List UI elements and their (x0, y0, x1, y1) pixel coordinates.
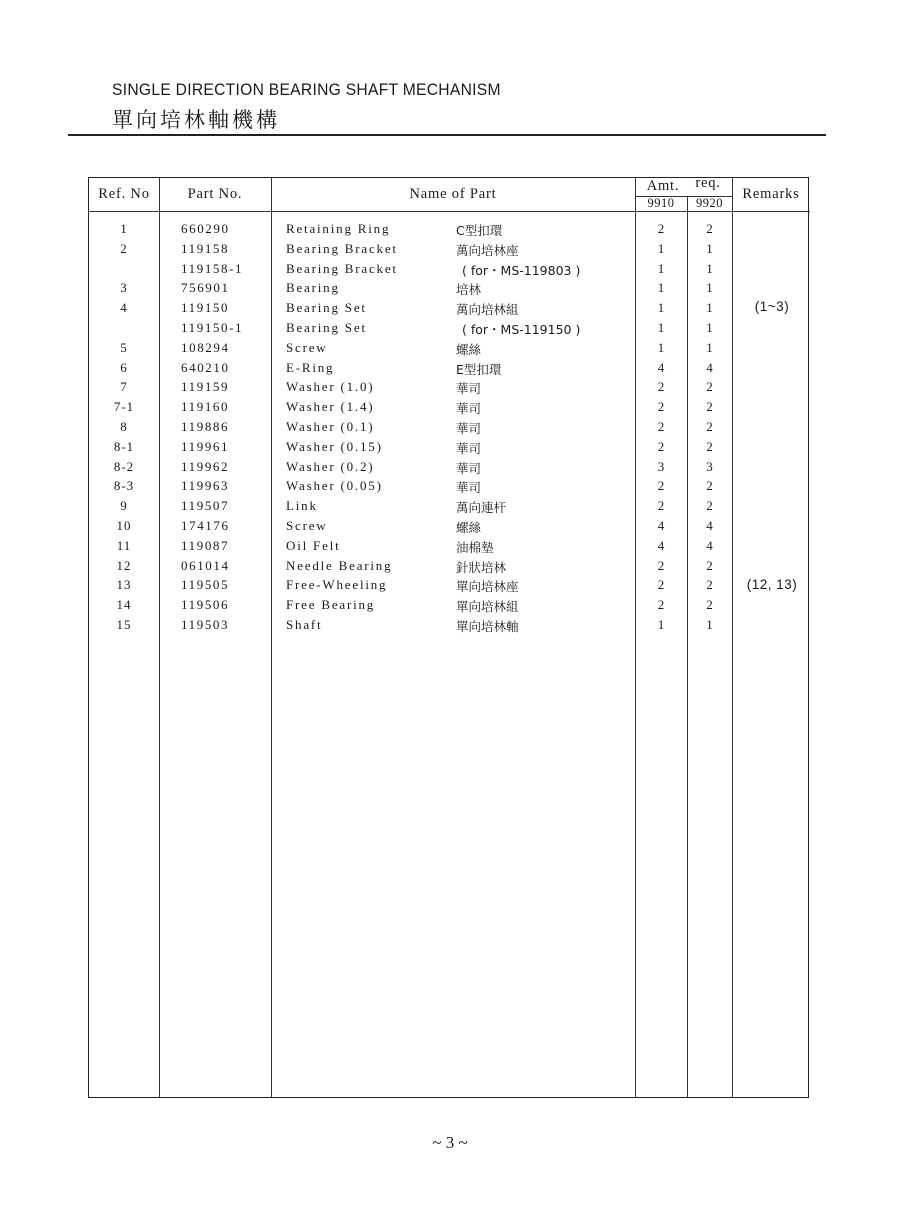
qty-9920: 1 (706, 300, 713, 316)
qty-9920: 2 (706, 557, 713, 573)
table-row (89, 300, 810, 320)
part-name: E-Ring (286, 359, 335, 375)
page-title-chinese: 單向培林軸機構 (112, 108, 280, 132)
table-row (89, 439, 810, 459)
qty-9910: 3 (657, 458, 665, 474)
qty-9910: 2 (657, 399, 665, 415)
table-row (89, 518, 810, 538)
ref-number: 8-3 (113, 478, 135, 494)
qty-9920: 4 (706, 518, 713, 533)
part-name-chinese: 萬向培林組 (456, 302, 519, 318)
table-row (89, 360, 810, 380)
header-divider (89, 211, 810, 212)
table-row (89, 597, 810, 617)
part-name: Oil Felt (286, 537, 341, 553)
part-number: 119158-1 (181, 260, 244, 276)
title-divider (68, 134, 826, 136)
qty-9920: 4 (706, 359, 713, 375)
part-number: 174176 (181, 518, 230, 533)
qty-9910: 2 (657, 557, 665, 573)
table-row (89, 280, 810, 300)
header-name-of-part: Name of Part (409, 186, 497, 202)
part-number: 756901 (181, 280, 230, 296)
qty-9920: 1 (706, 240, 713, 256)
table-row (89, 241, 810, 261)
table-row (89, 577, 810, 597)
qty-9920: 2 (706, 419, 713, 434)
part-name: Screw (286, 518, 328, 533)
part-number: 119150 (181, 300, 230, 316)
part-name: Needle Bearing (286, 557, 393, 573)
part-number: 119503 (181, 617, 230, 632)
part-name-chinese: 單向培林軸 (456, 619, 519, 634)
part-name: Free-Wheeling (286, 577, 388, 593)
qty-9920: 2 (706, 379, 713, 395)
qty-9910: 2 (657, 438, 665, 454)
part-name-chinese: 華司 (456, 381, 482, 397)
ref-number: 9 (120, 498, 128, 514)
part-name-chinese: 萬向培林座 (456, 242, 519, 258)
ref-number: 7-1 (113, 399, 135, 415)
part-name-chinese: 華司 (456, 460, 482, 476)
qty-9910: 1 (657, 339, 665, 355)
part-name: Retaining Ring (286, 221, 391, 236)
qty-9910: 1 (657, 240, 665, 256)
qty-9920: 2 (706, 478, 713, 494)
remark-note: (1~3) (754, 299, 790, 314)
ref-number: 3 (120, 280, 128, 296)
part-name: Bearing (286, 280, 340, 296)
qty-9910: 2 (657, 577, 665, 593)
part-name-chinese: 華司 (456, 421, 482, 436)
part-name-chinese: 培林 (456, 282, 482, 298)
qty-9910: 2 (657, 221, 665, 236)
part-name: Bearing Bracket (286, 240, 398, 256)
table-row (89, 558, 810, 578)
part-number: 119506 (181, 597, 230, 613)
part-name: Washer (0.05) (286, 478, 383, 494)
table-row (89, 320, 810, 340)
part-number: 119159 (181, 379, 230, 395)
part-number: 108294 (181, 339, 230, 355)
part-name: Bearing Bracket (286, 260, 398, 276)
ref-number: 8 (120, 419, 128, 434)
table-row (89, 478, 810, 498)
ref-number: 13 (116, 577, 132, 593)
remark-note: (12, 13) (746, 577, 798, 592)
qty-9910: 1 (657, 617, 665, 632)
qty-9920: 2 (706, 498, 713, 514)
table-row (89, 538, 810, 558)
part-number: 640210 (181, 359, 230, 375)
ref-number: 11 (116, 537, 132, 553)
part-name: Washer (0.15) (286, 438, 383, 454)
part-name: Washer (0.1) (286, 419, 375, 434)
part-number: 061014 (181, 557, 230, 573)
part-number: 119160 (181, 399, 230, 415)
qty-9910: 4 (657, 537, 665, 553)
table-row (89, 340, 810, 360)
table-row (89, 261, 810, 281)
parts-table (88, 177, 809, 1098)
table-row (89, 399, 810, 419)
ref-number: 2 (120, 240, 128, 256)
part-number: 119150-1 (181, 320, 244, 335)
ref-number: 6 (120, 359, 128, 375)
ref-number: 1 (120, 221, 128, 236)
ref-number: 10 (116, 518, 132, 533)
qty-9910: 1 (657, 320, 665, 335)
table-row (89, 498, 810, 518)
part-name-chinese: 螺絲 (456, 341, 482, 357)
ref-number: 8-2 (113, 458, 135, 474)
part-name-chinese: 萬向連杆 (456, 500, 507, 516)
qty-9920: 3 (706, 458, 713, 474)
part-name: Shaft (286, 617, 323, 632)
qty-9920: 2 (706, 221, 713, 236)
part-name: Bearing Set (286, 300, 367, 316)
table-row (89, 459, 810, 479)
part-name-chinese: 華司 (456, 401, 482, 417)
qty-9910: 1 (657, 260, 665, 276)
part-number: 660290 (181, 221, 230, 236)
part-name-chinese: 華司 (456, 440, 482, 456)
header-req: req. (695, 175, 721, 191)
qty-9920: 1 (706, 339, 713, 355)
ref-number: 8-1 (113, 438, 135, 454)
qty-9920: 2 (706, 438, 713, 454)
header-amt: Amt. (646, 178, 680, 194)
part-number: 119158 (181, 240, 230, 256)
qty-9920: 1 (706, 260, 713, 276)
ref-number: 4 (120, 300, 128, 316)
qty-9910: 2 (657, 379, 665, 395)
ref-number: 5 (120, 339, 128, 355)
qty-9910: 1 (657, 300, 665, 316)
part-name: Free Bearing (286, 597, 376, 613)
header-model-9910: 9910 (647, 196, 675, 210)
part-name: Washer (1.4) (286, 399, 375, 415)
part-number: 119505 (181, 577, 230, 593)
table-row (89, 221, 810, 241)
header-part-no: Part No. (187, 186, 243, 202)
table-row (89, 617, 810, 637)
qty-9920: 2 (706, 597, 713, 613)
part-name-chinese: 單向培林組 (456, 599, 519, 615)
part-name-chinese: 油棉墊 (456, 539, 494, 555)
qty-9910: 2 (657, 478, 665, 494)
part-name-chinese: 螺絲 (456, 520, 482, 535)
part-number: 119962 (181, 458, 230, 474)
part-name: Bearing Set (286, 320, 367, 335)
qty-9910: 4 (657, 359, 665, 375)
part-number: 119507 (181, 498, 230, 514)
part-name: Screw (286, 339, 328, 355)
part-name: Link (286, 498, 318, 514)
part-name: Washer (0.2) (286, 458, 375, 474)
ref-number: 7 (120, 379, 128, 395)
table-row (89, 419, 810, 439)
part-name-chinese: ( for・MS-119150 ) (462, 322, 581, 337)
ref-number: 15 (116, 617, 132, 632)
table-row (89, 379, 810, 399)
ref-number: 12 (116, 557, 132, 573)
part-name-chinese: 華司 (456, 480, 482, 496)
header-model-9920: 9920 (696, 196, 723, 210)
qty-9920: 2 (706, 577, 713, 593)
qty-9920: 1 (706, 320, 713, 335)
qty-9910: 2 (657, 419, 665, 434)
qty-9920: 4 (706, 537, 713, 553)
part-number: 119886 (181, 419, 230, 434)
header-ref-no: Ref. No (98, 186, 150, 202)
part-number: 119087 (181, 537, 230, 553)
qty-9910: 4 (657, 518, 665, 533)
qty-9910: 2 (657, 498, 665, 514)
part-name: Washer (1.0) (286, 379, 375, 395)
part-number: 119961 (181, 438, 230, 454)
ref-number: 14 (116, 597, 132, 613)
page-title-english: SINGLE DIRECTION BEARING SHAFT MECHANISM (112, 80, 501, 99)
part-name-chinese: 針狀培林 (456, 559, 507, 575)
header-remarks: Remarks (742, 186, 800, 202)
part-name-chinese: ( for・MS-119803 ) (462, 262, 581, 278)
part-name-chinese: C型扣環 (456, 223, 503, 238)
qty-9920: 2 (706, 399, 713, 415)
qty-9910: 1 (657, 280, 665, 296)
page-number: ~ 3 ~ (432, 1133, 468, 1152)
part-name-chinese: 單向培林座 (456, 579, 519, 595)
part-name-chinese: E型扣環 (456, 361, 502, 377)
qty-9910: 2 (657, 597, 665, 613)
part-number: 119963 (181, 478, 230, 494)
qty-9920: 1 (706, 617, 713, 632)
qty-9920: 1 (706, 280, 713, 296)
